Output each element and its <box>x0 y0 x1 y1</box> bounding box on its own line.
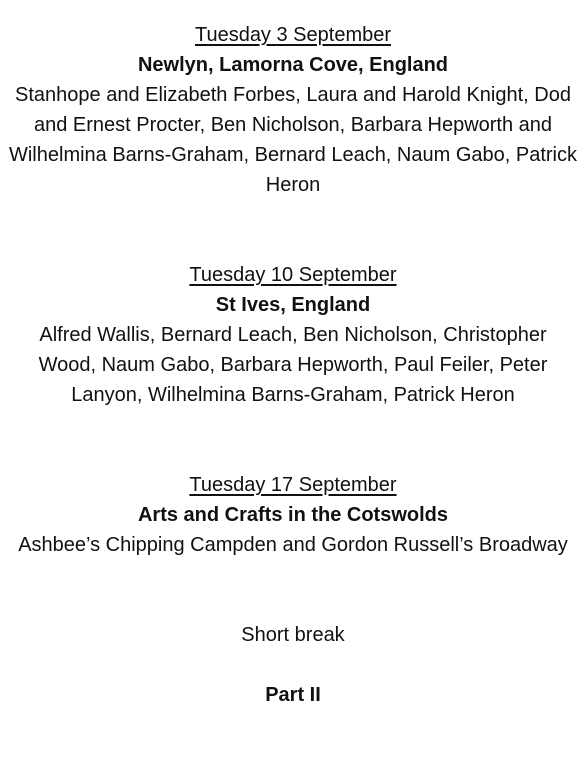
session-block <box>0 20 586 200</box>
session-block <box>0 260 586 410</box>
short-break-label: Short break <box>241 624 345 646</box>
session-date: Tuesday 3 September <box>194 24 392 46</box>
session-block <box>0 470 586 560</box>
session-title: Newlyn, Lamorna Cove, England <box>137 54 449 76</box>
session-artists: Ashbee’s Chipping Campden and Gordon Russell’s Broadway <box>18 534 568 556</box>
session-artists: Alfred Wallis, Bernard Leach, Ben Nicholson, Christopher Wood, Naum Gabo, Barbara Hepworth, Paul Feiler, Peter Lanyon, Wilhelmina Barns-Graham, Patrick Heron <box>38 324 548 406</box>
session-title: St Ives, England <box>215 294 371 316</box>
session-artists: Stanhope and Elizabeth Forbes, Laura and Harold Knight, Dod and Ernest Procter, Ben Nicholson, Barbara Hepworth and Wilhelmina Barns-Graham, Bernard Leach, Naum Gabo, Patrick Heron <box>8 84 577 196</box>
session-date: Tuesday 10 September <box>189 264 397 286</box>
session-title: Arts and Crafts in the Cotswolds <box>137 504 449 526</box>
session-date: Tuesday 17 September <box>189 474 397 496</box>
part-heading: Part II <box>265 684 321 706</box>
